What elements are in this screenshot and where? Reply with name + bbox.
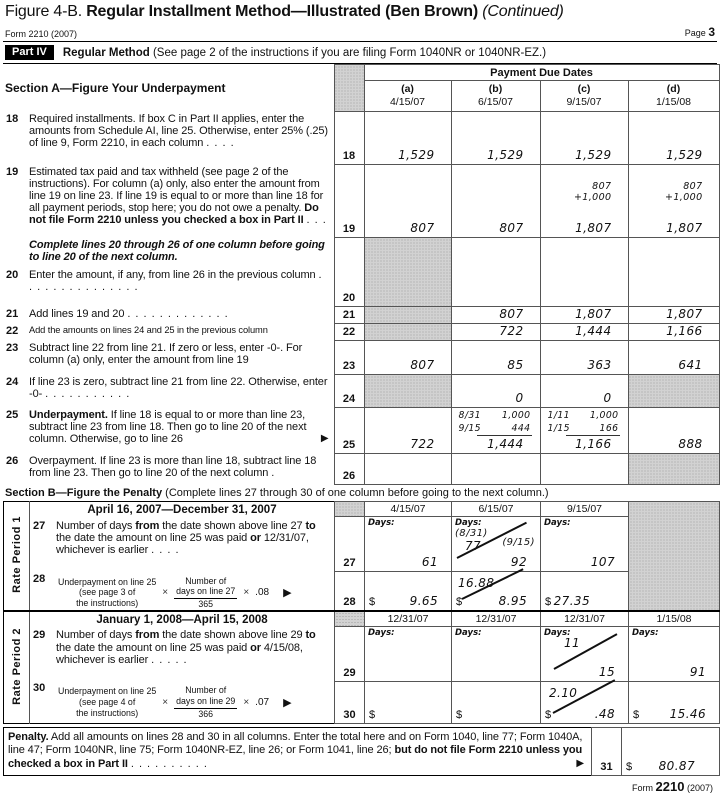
line-number-column-header: [334, 65, 364, 112]
line23-value-c: 363: [540, 341, 628, 375]
line23-text: Subtract line 22 from line 21. If zero or less, enter -0-. For column (a) only, enter the amount from line 19: [29, 341, 303, 366]
section-a-table: [3, 64, 720, 485]
line30-formula: Underpayment on line 25 (see page 4 of the instructions) × Number of days on line 29 366 × .07 ▶: [58, 685, 292, 720]
line19-value-d: 807 +1,000 1,807: [628, 165, 719, 238]
line18-value-c: 1,529: [540, 112, 628, 165]
rate-period-2-label: Rate Period 2: [4, 611, 30, 723]
rp2-date-b: 12/31/07: [452, 611, 541, 626]
line28-row: [4, 572, 720, 612]
line26-text: Overpayment. If line 23 is more than line 18, subtract line 18 from line 23. Then go to line 20 of the next column .: [29, 454, 317, 479]
line20-value-d: [628, 238, 719, 307]
line19-value-c: 807 +1,000 1,807: [540, 165, 628, 238]
page-number: Page 3: [684, 25, 715, 39]
line29-rownum: 29: [335, 626, 365, 681]
line22-cell-a-shaded: [364, 324, 451, 341]
line21-value-d: 1,807: [628, 307, 719, 324]
line27-rownum: 27: [335, 517, 365, 572]
rp1-date-b: 6/15/07: [452, 502, 541, 517]
line20-value-b: [451, 238, 540, 307]
line28-amount-a: $ 9.65: [365, 572, 452, 612]
figure-title: [3, 3, 717, 21]
form-id: Form 2210 (2007): [5, 29, 78, 39]
line31-text: Penalty. Add all amounts on lines 28 and 30 in all columns. Enter the total here and on Form 1040, line 77; Form 1040A, line 47; Form 1040NR, line 75; Form 1040NR-EZ, line 26; or Form 1041, line 26; but do not file Form 2210 unless you checked a box in Part II . . . . . . . . . . ▶: [8, 730, 584, 770]
line23-value-d: 641: [628, 341, 719, 375]
line30-row: [4, 681, 720, 723]
part-iv-badge: Part IV: [5, 45, 54, 60]
line30-rownum: 30: [335, 681, 365, 723]
line22-value-b: 722: [451, 324, 540, 341]
line31-row: [4, 727, 720, 775]
line19-text: Estimated tax paid and tax withheld (see page 2 of the instructions). For column (a) only, also enter the amount from line 19 on line 23. If line 19 is equal to or more than line 18 for all payment periods, stop here; you do not owe a penalty. Do not file Form 2210 unless you checked a box in Part II . . .: [29, 165, 327, 226]
line18-value-a: 1,529: [364, 112, 451, 165]
rp2-date-d: 1/15/08: [629, 611, 720, 626]
line20-text: Enter the amount, if any, from line 26 in the previous column . . . . . . . . . . . . . . .: [29, 268, 323, 293]
line21-text: Add lines 19 and 20 . . . . . . . . . . . . .: [29, 307, 229, 320]
line27-description: 27 Number of days from the date shown above line 27 to the date the amount on line 25 was paid or 12/31/07, whichever is earlier . . . .: [30, 517, 335, 572]
line18-row: [3, 112, 719, 165]
line25-value-d: 888: [628, 408, 719, 454]
line25-text: Underpayment. If line 18 is equal to or more than line 23, subtract line 23 from line 18. Then go to line 20 of the next column. Otherwise, go to line 26 ▶: [29, 408, 329, 445]
line24-cell-d-shaded: [628, 375, 719, 408]
line29-row: [4, 626, 720, 681]
line25-value-a: 722: [364, 408, 451, 454]
rp2-date-row: [4, 611, 720, 626]
column-d-header: (d) 1/15/08: [628, 81, 719, 112]
line26-cell-d-shaded: [628, 454, 719, 485]
line25-row: [3, 408, 719, 454]
line28-description: 28 Underpayment on line 25 (see page 3 of the instructions) × Number of days on line 27 365 × .08 ▶: [30, 572, 335, 612]
rp2-date-range: January 1, 2008—April 15, 2008: [30, 611, 335, 626]
line26-value-c: [540, 454, 628, 485]
line29-days-b: Days:: [452, 626, 541, 681]
section-b-header: Section B—Figure the Penalty (Complete lines 27 through 30 of one column before going to the next column.): [5, 487, 549, 499]
part-iv-bar: [3, 42, 717, 64]
line21-cell-a-shaded: [364, 307, 451, 324]
line19-handwritten-notes-c: 807 +1,000: [573, 181, 612, 204]
line25-rownum: 25: [334, 408, 364, 454]
line30-amount-b: $: [452, 681, 541, 723]
line20-cell-a-shaded: [364, 238, 451, 307]
line22-text: Add the amounts on lines 24 and 25 in the previous column: [29, 324, 268, 335]
line30-arrow-icon: ▶: [283, 697, 292, 710]
rp1-date-range: April 16, 2007—December 31, 2007: [30, 502, 335, 517]
line25-description: 25 Underpayment. If line 18 is equal to or more than line 23, subtract line 23 from line 18. Then go to line 20 of the next column. Otherwise, go to line 26 ▶: [3, 408, 334, 454]
line18-text: Required installments. If box C in Part II applies, enter the amounts from Schedule AI, line 25. Otherwise, enter 25% (.25) of line 9, Form 2210, in each column . . . .: [29, 112, 329, 149]
line24-text: If line 23 is zero, subtract line 21 from line 22. Otherwise, enter -0- . . . . . . . . . . .: [29, 375, 328, 400]
line25-arrow-icon: ▶: [320, 432, 329, 444]
line28-amount-b: 16.88 $ 8.95: [452, 572, 541, 612]
line27-text: Number of days from the date shown above line 27 to the date the amount on line 25 was paid or 12/31/07, whichever is earlier . . . .: [56, 519, 316, 556]
line27-row: [4, 517, 720, 572]
rp1-date-c: 9/15/07: [541, 502, 629, 517]
line29-days-a: Days:: [365, 626, 452, 681]
rp2-date-c: 12/31/07: [541, 611, 629, 626]
line19-handwritten-notes-d: 807 +1,000: [664, 181, 703, 204]
section-a-header-row1: [3, 65, 719, 81]
column-b-header: (b) 6/15/07: [451, 81, 540, 112]
line26-value-b: [451, 454, 540, 485]
line25-value-c: 1/11 1,000 1/15 166 1,166: [540, 408, 628, 454]
line22-value-d: 1,166: [628, 324, 719, 341]
section-a-title: Section A—Figure Your Underpayment: [3, 65, 334, 112]
line21-rownum: 21: [334, 307, 364, 324]
line30-amount-a: $: [365, 681, 452, 723]
line20-rownum: 20: [334, 238, 364, 307]
form-footer: Form 2210 (2007): [632, 778, 713, 794]
line18-value-b: 1,529: [451, 112, 540, 165]
line23-description: 23 Subtract line 22 from line 21. If zero or less, enter -0-. For column (a) only, enter the amount from line 19: [3, 341, 334, 375]
form-id-line: [3, 25, 717, 42]
line26-description: 26 Overpayment. If line 23 is more than line 18, subtract line 18 from line 23. Then go to line 20 of the next column .: [3, 454, 334, 485]
line23-value-a: 807: [364, 341, 451, 375]
line26-row: [3, 454, 719, 485]
line28-rownum: 28: [335, 572, 365, 612]
line22-description: 22 Add the amounts on lines 24 and 25 in the previous column: [3, 324, 334, 341]
line24-description: 24 If line 23 is zero, subtract line 21 from line 22. Otherwise, enter -0- . . . . . . . . . . .: [3, 375, 334, 408]
section-b-table: [3, 501, 720, 724]
line30-description: 30 Underpayment on line 25 (see page 4 of the instructions) × Number of days on line 29 366 × .07 ▶: [30, 681, 335, 723]
figure-title-main: Regular Installment Method—Illustrated (Ben Brown): [86, 3, 479, 20]
line27-days-b: Days: (8/31) 77 (9/15) 92: [452, 517, 541, 572]
figure-title-prefix: Figure 4-B.: [5, 3, 82, 20]
line31-arrow-icon: ▶: [576, 757, 584, 769]
line28-formula: Underpayment on line 25 (see page 3 of the instructions) × Number of days on line 27 365 × .08 ▶: [58, 575, 292, 610]
line27-days-c: Days: 107: [541, 517, 629, 572]
line30-amount-d: $ 15.46: [629, 681, 720, 723]
line22-row: [3, 324, 719, 341]
line31-table: [3, 727, 720, 776]
line24-rownum: 24: [334, 375, 364, 408]
line29-description: 29 Number of days from the date shown above line 29 to the date the amount on line 25 was paid or 4/15/08, whichever is earlier . . . . .: [30, 626, 335, 681]
line28-amount-c: $ 27.35: [541, 572, 629, 612]
line31-penalty-total: $ 80.87: [622, 727, 720, 775]
line18-description: 18 Required installments. If box C in Part II applies, enter the amounts from Schedule AI, line 25. Otherwise, enter 25% (.25) of line 9, Form 2210, in each column . . . .: [3, 112, 334, 165]
line29-days-c: Days: 11 15: [541, 626, 629, 681]
line21-value-c: 1,807: [540, 307, 628, 324]
line25-handwritten-notes-b: 8/31 1,000 9/15 444: [452, 409, 540, 436]
line19-description: 19 Estimated tax paid and tax withheld (see page 2 of the instructions). For column (a) only, also enter the amount from line 19 on line 23. If line 19 is equal to or more than line 18 for all payment periods, stop here; you do not owe a penalty. Do not file Form 2210 unless you checked a box in Part II . . .: [3, 165, 334, 238]
payment-due-dates-header: Payment Due Dates: [364, 65, 719, 81]
line23-value-b: 85: [451, 341, 540, 375]
part-iv-title: Regular Method (See page 2 of the instructions if you are filing Form 1040NR or 1040NR-EZ.): [62, 46, 547, 59]
line23-row: [3, 341, 719, 375]
line27-days-a: Days: 61: [365, 517, 452, 572]
line26-rownum: 26: [334, 454, 364, 485]
line22-value-c: 1,444: [540, 324, 628, 341]
line26-value-a: [364, 454, 451, 485]
rp2-numcol-shaded: [335, 611, 365, 626]
line20-row: [3, 238, 719, 307]
line18-value-d: 1,529: [628, 112, 719, 165]
line25-value-b: 8/31 1,000 9/15 444 1,444: [451, 408, 540, 454]
rp2-date-a: 12/31/07: [365, 611, 452, 626]
column-c-header: (c) 9/15/07: [540, 81, 628, 112]
line25-handwritten-notes-c: 1/11 1,000 1/15 166: [541, 409, 628, 436]
line19-value-a: 807: [364, 165, 451, 238]
rp1-column-d-shaded: [629, 502, 720, 612]
line29-days-d: Days: 91: [629, 626, 720, 681]
line21-description: 21 Add lines 19 and 20 . . . . . . . . . . . . .: [3, 307, 334, 324]
column-a-header: (a) 4/15/07: [364, 81, 451, 112]
line21-value-b: 807: [451, 307, 540, 324]
rp1-numcol-shaded: [335, 502, 365, 517]
line24-value-b: 0: [451, 375, 540, 408]
line31-rownum: 31: [592, 727, 622, 775]
line23-rownum: 23: [334, 341, 364, 375]
rp1-date-row: [4, 502, 720, 517]
line20-description: Complete lines 20 through 26 of one column before going to line 20 of the next column. 20 Enter the amount, if any, from line 26 in the previous column . . . . . . . . . . . . . . .: [3, 238, 334, 307]
line29-text: Number of days from the date shown above line 29 to the date the amount on line 25 was paid or 4/15/08, whichever is earlier . . . . .: [56, 629, 316, 666]
line20-value-c: [540, 238, 628, 307]
line28-arrow-icon: ▶: [283, 587, 292, 600]
line30-amount-c: 2.10 $ .48: [541, 681, 629, 723]
line18-rownum: 18: [334, 112, 364, 165]
columns-instruction-note: Complete lines 20 through 26 of one column before going to line 20 of the next column.: [29, 238, 325, 264]
line21-row: [3, 307, 719, 324]
figure-title-continued: (Continued): [482, 3, 564, 20]
line19-value-b: 807: [451, 165, 540, 238]
rate-period-1-label: Rate Period 1: [4, 502, 30, 612]
rp1-date-a: 4/15/07: [365, 502, 452, 517]
line19-rownum: 19: [334, 165, 364, 238]
line22-rownum: 22: [334, 324, 364, 341]
line24-cell-a-shaded: [364, 375, 451, 408]
line19-row: [3, 165, 719, 238]
line24-value-c: 0: [540, 375, 628, 408]
line24-row: [3, 375, 719, 408]
